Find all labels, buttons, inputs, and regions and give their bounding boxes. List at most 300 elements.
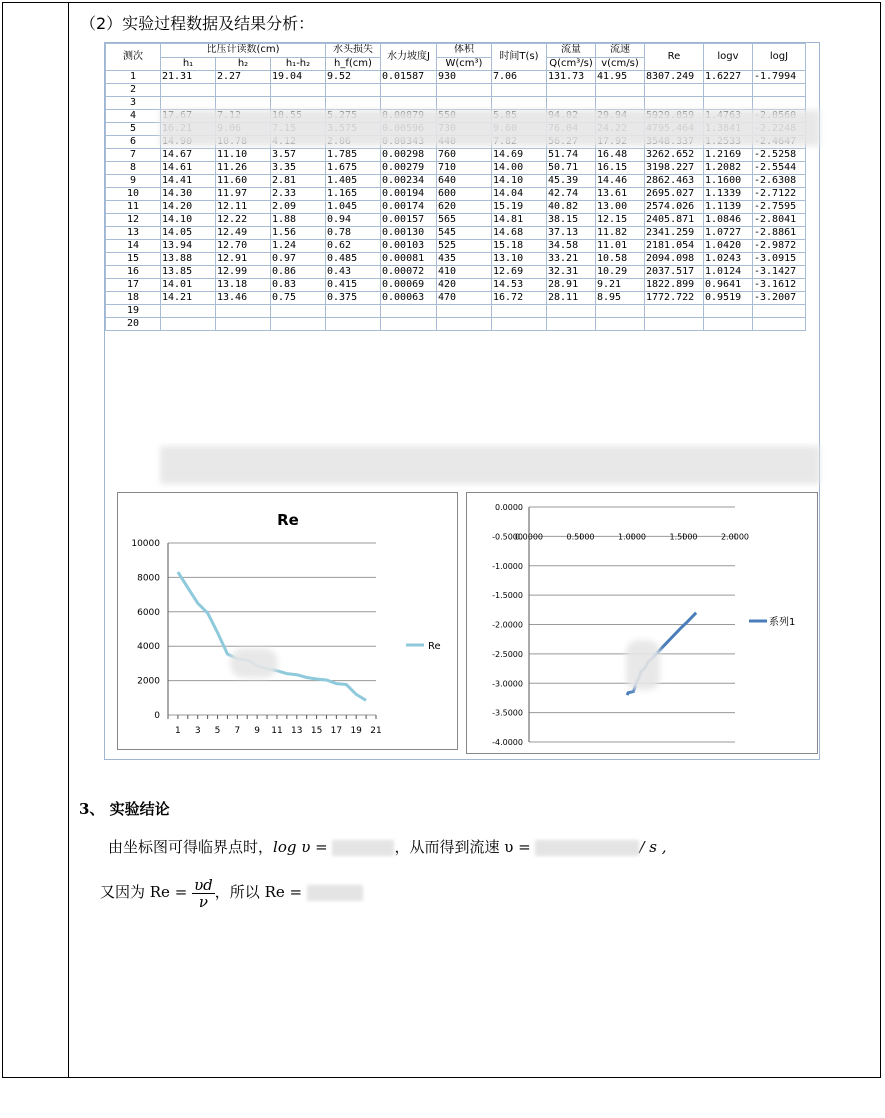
table-cell: 1.0727: [704, 227, 753, 240]
y-tick-label: 10000: [131, 539, 160, 549]
table-cell: -3.0915: [753, 253, 806, 266]
table-cell: 1772.722: [645, 292, 704, 305]
table-cell: 41.95: [596, 71, 645, 84]
table-cell: 0.375: [326, 292, 381, 305]
table-cell: 410: [437, 266, 492, 279]
table-cell: [547, 84, 596, 97]
text: ，从而得到流速 υ =: [394, 838, 531, 856]
table-cell: 10.58: [596, 253, 645, 266]
table-cell: 13.61: [596, 188, 645, 201]
col-header-re: Re: [645, 44, 704, 71]
table-row: [106, 97, 806, 110]
table-cell: 0.01587: [381, 71, 437, 84]
table-cell: [753, 318, 806, 331]
table-cell: -2.8861: [753, 227, 806, 240]
subheader-w: W(cm³): [437, 57, 492, 71]
table-cell: 545: [437, 227, 492, 240]
x-tick-label: 19: [350, 726, 362, 736]
table-cell: 1.24: [271, 240, 326, 253]
table-cell: 0.00194: [381, 188, 437, 201]
table-cell: [753, 84, 806, 97]
table-cell: 12.69: [492, 266, 547, 279]
table-cell: 1.1339: [704, 188, 753, 201]
table-cell: [271, 97, 326, 110]
table-cell: -2.7122: [753, 188, 806, 201]
table-cell: 14.20: [161, 201, 216, 214]
table-cell: 1822.899: [645, 279, 704, 292]
table-cell: 0.00072: [381, 266, 437, 279]
table-cell: 0.00157: [381, 214, 437, 227]
legend-label: 系列1: [769, 617, 796, 628]
table-cell: 18: [106, 292, 161, 305]
table-cell: 19.04: [271, 71, 326, 84]
table-cell: 12: [106, 214, 161, 227]
table-cell: [437, 84, 492, 97]
subheader-q: Q(cm³/s): [547, 57, 596, 71]
table-cell: 1.0243: [704, 253, 753, 266]
subheader-hf: h_f(cm): [326, 57, 381, 71]
table-cell: 10.29: [596, 266, 645, 279]
table-cell: 5: [106, 123, 161, 136]
table-cell: 13.00: [596, 201, 645, 214]
table-cell: 13.18: [216, 279, 271, 292]
table-cell: 42.74: [547, 188, 596, 201]
table-cell: [271, 84, 326, 97]
table-cell: 420: [437, 279, 492, 292]
chart2-blur-mark: [626, 640, 660, 690]
table-cell: [704, 84, 753, 97]
table-cell: [326, 305, 381, 318]
re-fraction: [192, 877, 215, 910]
x-tick-label: 9: [254, 726, 261, 736]
table-cell: [596, 84, 645, 97]
table-cell: [596, 305, 645, 318]
col-header-manometer: 比压计读数(cm): [161, 44, 326, 58]
table-cell: -3.1612: [753, 279, 806, 292]
table-row: [106, 292, 806, 305]
table-cell: 28.91: [547, 279, 596, 292]
text: 又因为 Re =: [100, 883, 188, 901]
table-row: [106, 240, 806, 253]
y-tick-label: -2.5000: [492, 649, 523, 659]
table-cell: 0.9519: [704, 292, 753, 305]
table-cell: -3.1427: [753, 266, 806, 279]
fraction-denominator: ν: [198, 892, 208, 911]
table-cell: 0.00298: [381, 149, 437, 162]
table-cell: 0.9641: [704, 279, 753, 292]
table-cell: 20: [106, 318, 161, 331]
table-cell: -2.7595: [753, 201, 806, 214]
table-cell: 32.31: [547, 266, 596, 279]
table-cell: 620: [437, 201, 492, 214]
table-cell: 7.06: [492, 71, 547, 84]
table-row: [106, 162, 806, 175]
table-cell: 12.15: [596, 214, 645, 227]
table-row: [106, 214, 806, 227]
hidden-value: [535, 840, 639, 856]
table-cell: 1.2082: [704, 162, 753, 175]
table-cell: 3: [106, 97, 161, 110]
table-cell: 12.49: [216, 227, 271, 240]
table-cell: -2.6308: [753, 175, 806, 188]
col-header-headloss: 水头损失: [326, 44, 381, 58]
fraction-numerator: υd: [194, 875, 213, 894]
table-cell: 13.85: [161, 266, 216, 279]
table-cell: 2405.871: [645, 214, 704, 227]
table-cell: 11.60: [216, 175, 271, 188]
table-cell: [326, 84, 381, 97]
table-cell: 14.00: [492, 162, 547, 175]
data-table: [105, 43, 806, 331]
table-cell: [326, 97, 381, 110]
text: / s ,: [639, 838, 667, 856]
table-cell: 1.675: [326, 162, 381, 175]
table-cell: 15.18: [492, 240, 547, 253]
table-cell: [161, 318, 216, 331]
table-cell: 13.10: [492, 253, 547, 266]
table-cell: 16.72: [492, 292, 547, 305]
y-tick-label: -3.5000: [492, 708, 523, 718]
table-cell: 0.485: [326, 253, 381, 266]
table-cell: 1.785: [326, 149, 381, 162]
table-cell: [216, 84, 271, 97]
table-cell: 12.22: [216, 214, 271, 227]
table-cell: [753, 305, 806, 318]
table-cell: 11.82: [596, 227, 645, 240]
table-cell: 2862.463: [645, 175, 704, 188]
table-cell: 0.83: [271, 279, 326, 292]
table-cell: 51.74: [547, 149, 596, 162]
subheader-v: v(cm/s): [596, 57, 645, 71]
table-cell: 14.04: [492, 188, 547, 201]
x-tick-label: 13: [291, 726, 303, 736]
y-tick-label: -1.0000: [492, 561, 523, 571]
table-cell: 14.10: [492, 175, 547, 188]
table-cell: [271, 318, 326, 331]
table-cell: 13.46: [216, 292, 271, 305]
table-cell: 1.045: [326, 201, 381, 214]
x-tick-label: 11: [271, 726, 283, 736]
left-margin-rule: [68, 2, 69, 1078]
table-cell: [547, 318, 596, 331]
table-cell: 2037.517: [645, 266, 704, 279]
table-cell: 13: [106, 227, 161, 240]
hidden-value: [332, 840, 394, 856]
table-cell: 3262.652: [645, 149, 704, 162]
table-cell: 14.53: [492, 279, 547, 292]
table-cell: [271, 305, 326, 318]
table-cell: 14.21: [161, 292, 216, 305]
table-cell: [492, 305, 547, 318]
table-cell: [704, 305, 753, 318]
table-cell: 12.70: [216, 240, 271, 253]
table-cell: 14.46: [596, 175, 645, 188]
table-cell: 14.30: [161, 188, 216, 201]
y-tick-label: -4.0000: [492, 738, 523, 747]
table-cell: 37.13: [547, 227, 596, 240]
table-cell: 1.56: [271, 227, 326, 240]
x-tick-label: 2.0000: [721, 532, 749, 542]
table-cell: 15.19: [492, 201, 547, 214]
table-cell: 13.88: [161, 253, 216, 266]
re-series-line: [178, 572, 366, 700]
table-cell: 600: [437, 188, 492, 201]
y-tick-label: -2.0000: [492, 620, 523, 630]
y-tick-label: -0.5000: [492, 532, 523, 542]
table-cell: 0.78: [326, 227, 381, 240]
table-cell: [216, 97, 271, 110]
table-cell: [645, 97, 704, 110]
y-tick-label: 6000: [137, 607, 160, 618]
table-cell: 0.00234: [381, 175, 437, 188]
col-header-time: 时间T(s): [492, 44, 547, 71]
x-tick-label: 21: [370, 726, 382, 736]
table-row: [106, 266, 806, 279]
table-cell: -2.5258: [753, 149, 806, 162]
table-cell: [547, 97, 596, 110]
table-cell: 15: [106, 253, 161, 266]
table-row: [106, 305, 806, 318]
blurred-rows-19-20: [160, 446, 820, 484]
table-cell: 1.1600: [704, 175, 753, 188]
table-row: [106, 188, 806, 201]
table-cell: 0.415: [326, 279, 381, 292]
table-cell: 435: [437, 253, 492, 266]
x-tick-label: 7: [234, 726, 241, 736]
table-cell: 10: [106, 188, 161, 201]
table-cell: 16.48: [596, 149, 645, 162]
table-cell: 13.94: [161, 240, 216, 253]
table-cell: [492, 318, 547, 331]
blurred-rows-2-3: [160, 110, 820, 146]
col-header-index: 测次: [106, 44, 161, 71]
table-cell: -2.9872: [753, 240, 806, 253]
table-cell: [326, 318, 381, 331]
col-header-volume: 体积: [437, 44, 492, 58]
x-tick-label: 15: [310, 726, 323, 736]
table-cell: 0.00081: [381, 253, 437, 266]
table-cell: 38.15: [547, 214, 596, 227]
table-cell: [596, 318, 645, 331]
x-tick-label: 0.5000: [566, 532, 595, 542]
re-line-chart: [117, 492, 458, 750]
table-cell: 2.33: [271, 188, 326, 201]
table-cell: -1.7994: [753, 71, 806, 84]
table-row: [106, 71, 806, 84]
table-cell: 45.39: [547, 175, 596, 188]
table-cell: 0.00130: [381, 227, 437, 240]
table-cell: 710: [437, 162, 492, 175]
table-cell: 2094.098: [645, 253, 704, 266]
x-tick-label: 1: [175, 726, 181, 736]
table-cell: 7: [106, 149, 161, 162]
table-cell: 2574.026: [645, 201, 704, 214]
col-header-slope: 水力坡度J: [381, 44, 437, 71]
subheader-h1: h₁: [161, 57, 216, 71]
table-cell: [437, 97, 492, 110]
table-cell: [704, 318, 753, 331]
chart1-blur-mark: [230, 648, 278, 678]
table-cell: 525: [437, 240, 492, 253]
text: 由坐标图可得临界点时，: [108, 838, 274, 856]
table-cell: [161, 305, 216, 318]
table-cell: 131.73: [547, 71, 596, 84]
text: log υ =: [273, 838, 328, 856]
table-cell: [492, 97, 547, 110]
table-cell: 1.6227: [704, 71, 753, 84]
table-cell: 0.00279: [381, 162, 437, 175]
x-tick-label: 0.0000: [515, 532, 543, 542]
table-cell: [547, 305, 596, 318]
table-cell: 17: [106, 279, 161, 292]
table-row: [106, 149, 806, 162]
table-cell: 3.35: [271, 162, 326, 175]
table-cell: 16: [106, 266, 161, 279]
table-cell: [216, 318, 271, 331]
col-header-flow: 流量: [547, 44, 596, 58]
table-cell: 1.88: [271, 214, 326, 227]
table-cell: 0.75: [271, 292, 326, 305]
table-cell: 2.09: [271, 201, 326, 214]
subheader-h1-h2: h₁-h₂: [271, 57, 326, 71]
col-header-logv: logv: [704, 44, 753, 71]
table-cell: 0.00174: [381, 201, 437, 214]
table-cell: 930: [437, 71, 492, 84]
table-cell: 14.68: [492, 227, 547, 240]
table-cell: -3.2007: [753, 292, 806, 305]
table-cell: 3.57: [271, 149, 326, 162]
conclusion-line-2: [100, 872, 363, 912]
table-cell: 2695.027: [645, 188, 704, 201]
table-cell: 1: [106, 71, 161, 84]
table-cell: 21.31: [161, 71, 216, 84]
table-cell: 50.71: [547, 162, 596, 175]
table-cell: 14.01: [161, 279, 216, 292]
table-cell: 0.94: [326, 214, 381, 227]
hidden-value: [307, 885, 363, 901]
table-cell: 11.26: [216, 162, 271, 175]
chart-title: Re: [277, 511, 299, 529]
table-cell: -2.8041: [753, 214, 806, 227]
table-cell: [161, 97, 216, 110]
table-cell: 12.91: [216, 253, 271, 266]
table-cell: 6: [106, 136, 161, 149]
conclusion-line-1: [108, 836, 667, 857]
table-cell: 4: [106, 110, 161, 123]
table-cell: [645, 318, 704, 331]
table-cell: 14.41: [161, 175, 216, 188]
table-cell: 2.27: [216, 71, 271, 84]
table-cell: 1.0846: [704, 214, 753, 227]
table-cell: 14.81: [492, 214, 547, 227]
table-cell: [596, 97, 645, 110]
table-cell: 2181.054: [645, 240, 704, 253]
table-cell: 1.405: [326, 175, 381, 188]
table-cell: 14.61: [161, 162, 216, 175]
table-cell: [437, 305, 492, 318]
table-cell: 12.99: [216, 266, 271, 279]
table-row: [106, 253, 806, 266]
table-cell: 0.62: [326, 240, 381, 253]
table-cell: 14.10: [161, 214, 216, 227]
section-heading: （2）实验过程数据及结果分析：: [80, 14, 315, 33]
table-cell: 8: [106, 162, 161, 175]
table-cell: 0.97: [271, 253, 326, 266]
table-cell: 1.2169: [704, 149, 753, 162]
table-cell: 12.11: [216, 201, 271, 214]
table-cell: 40.82: [547, 201, 596, 214]
y-tick-label: 2000: [137, 676, 160, 687]
table-cell: 11: [106, 201, 161, 214]
table-cell: [645, 84, 704, 97]
col-header-velocity: 流速: [596, 44, 645, 58]
subheader-h2: h₂: [216, 57, 271, 71]
y-tick-label: -3.0000: [492, 679, 523, 689]
table-cell: 1.0124: [704, 266, 753, 279]
logv-logj-chart: [466, 492, 818, 754]
table-cell: 2.81: [271, 175, 326, 188]
table-cell: 1.0420: [704, 240, 753, 253]
table-cell: 2: [106, 84, 161, 97]
table-cell: 11.10: [216, 149, 271, 162]
table-cell: 0.86: [271, 266, 326, 279]
table-cell: [645, 305, 704, 318]
table-cell: 2341.259: [645, 227, 704, 240]
table-cell: [704, 97, 753, 110]
table-cell: 0.00069: [381, 279, 437, 292]
table-cell: 11.01: [596, 240, 645, 253]
table-cell: 14.69: [492, 149, 547, 162]
y-tick-label: 4000: [137, 642, 160, 653]
table-row: [106, 175, 806, 188]
table-cell: 9: [106, 175, 161, 188]
table-cell: 11.97: [216, 188, 271, 201]
table-row: [106, 201, 806, 214]
table-cell: [437, 318, 492, 331]
y-tick-label: -1.5000: [492, 591, 523, 601]
table-cell: 16.15: [596, 162, 645, 175]
col-header-logj: logJ: [753, 44, 806, 71]
table-cell: [381, 97, 437, 110]
table-cell: [381, 84, 437, 97]
y-tick-label: 0: [154, 711, 160, 721]
y-tick-label: 0.0000: [495, 503, 523, 512]
x-tick-label: 3: [194, 726, 201, 736]
table-cell: [381, 305, 437, 318]
table-cell: 14.67: [161, 149, 216, 162]
table-cell: 9.21: [596, 279, 645, 292]
table-cell: 14: [106, 240, 161, 253]
table-cell: 19: [106, 305, 161, 318]
table-cell: 28.11: [547, 292, 596, 305]
legend-label: Re: [428, 641, 441, 652]
table-cell: 470: [437, 292, 492, 305]
table-cell: [492, 84, 547, 97]
table-cell: 0.43: [326, 266, 381, 279]
conclusion-title: 3、 实验结论: [79, 800, 170, 818]
text: ，所以 Re =: [214, 883, 303, 901]
table-cell: 640: [437, 175, 492, 188]
table-cell: [753, 97, 806, 110]
x-tick-label: 5: [214, 726, 221, 736]
table-cell: 760: [437, 149, 492, 162]
table-row: [106, 279, 806, 292]
table-row: [106, 318, 806, 331]
table-row: [106, 227, 806, 240]
table-cell: 33.21: [547, 253, 596, 266]
table-cell: 0.00063: [381, 292, 437, 305]
y-tick-label: 8000: [137, 573, 160, 584]
